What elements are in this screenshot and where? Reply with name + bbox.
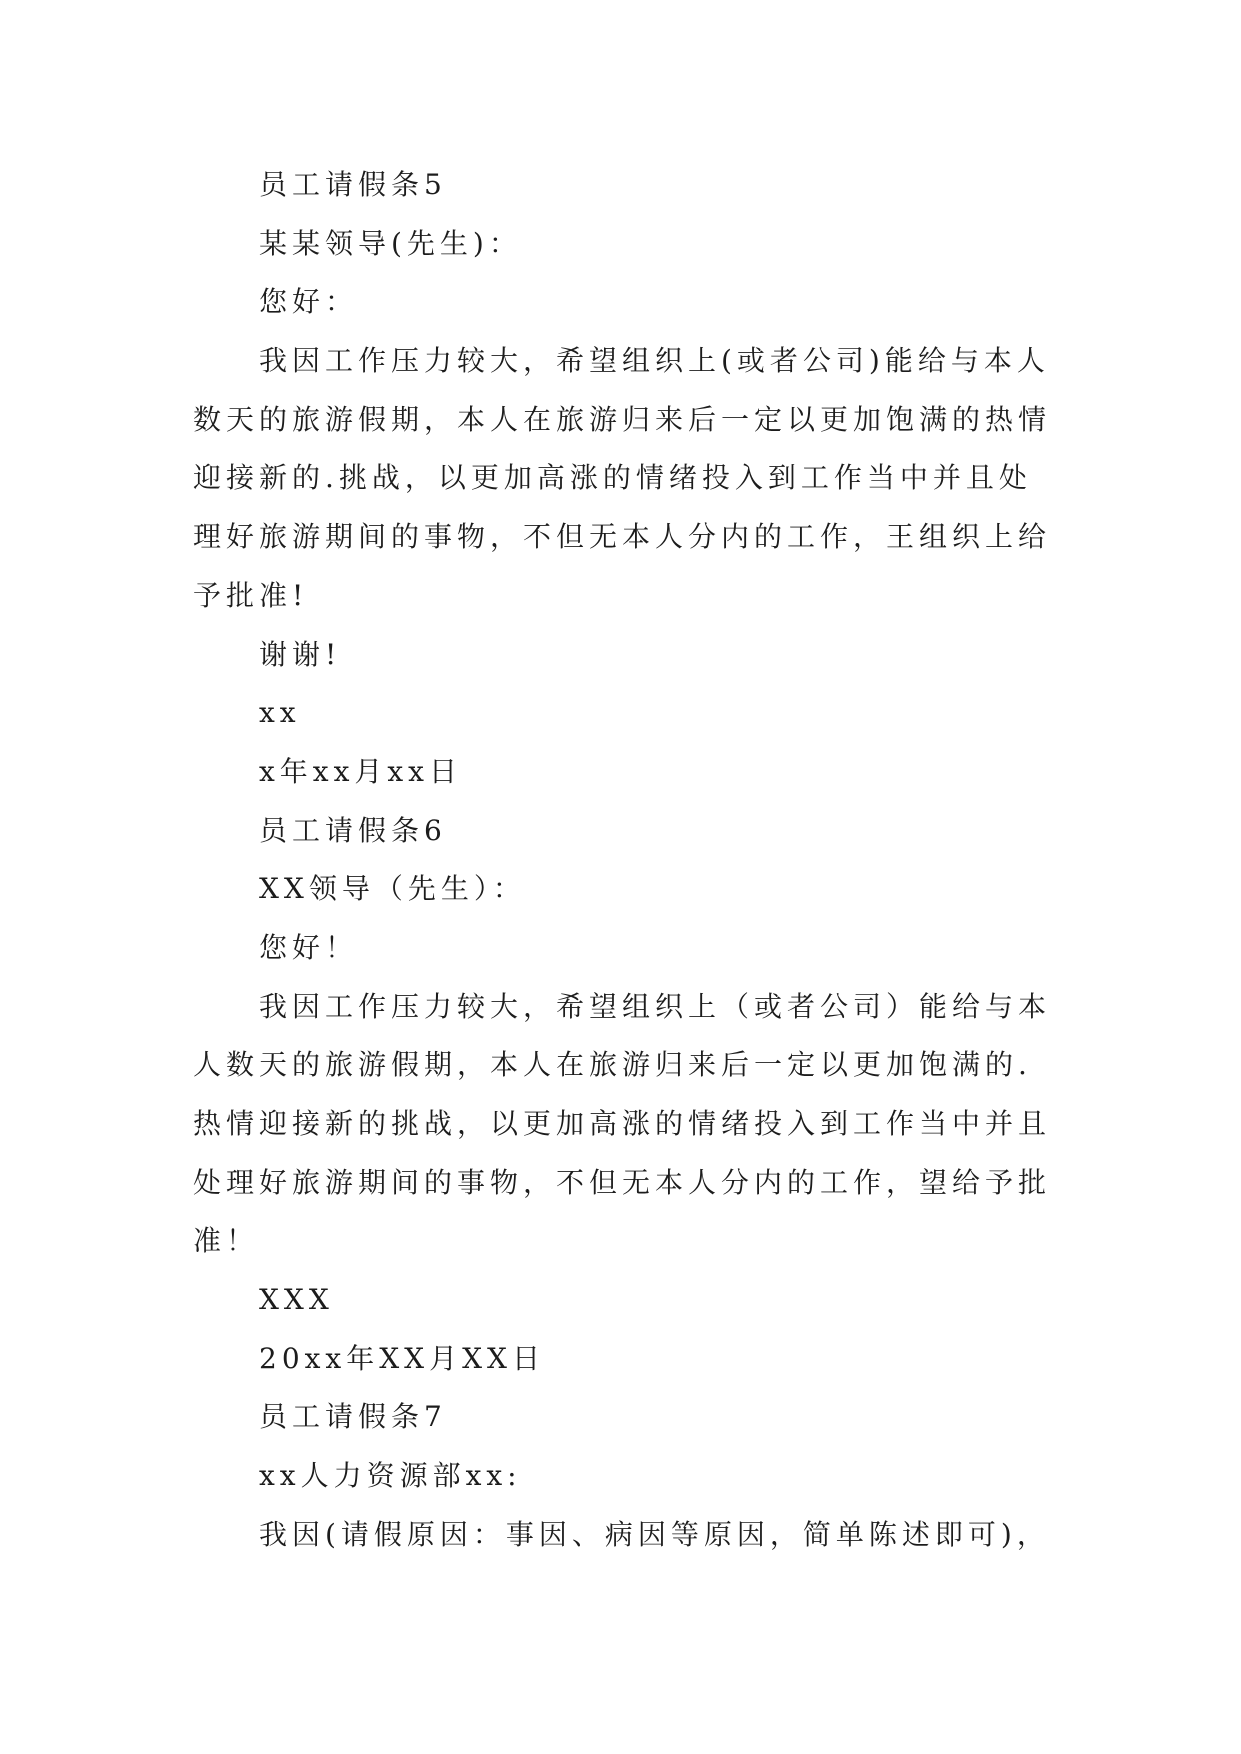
date: x年xx月xx日 [259, 754, 462, 788]
salutation: XX领导（先生）： [259, 872, 526, 906]
body-line: 理好旅游期间的事物，不但无本人分内的工作，王组织上给 [193, 520, 1052, 554]
signature: XXX [259, 1283, 334, 1317]
body-line: 我因工作压力较大，希望组织上(或者公司)能给与本人 [259, 344, 1050, 378]
greeting: 您好： [259, 285, 359, 319]
body-line: 我因工作压力较大，希望组织上（或者公司）能给与本 [259, 989, 1052, 1023]
closing: 谢谢! [259, 637, 342, 671]
body-line: 人数天的旅游假期，本人在旅游归来后一定以更加饱满的. [193, 1048, 1032, 1082]
section-title: 员工请假条6 [259, 813, 447, 847]
body-line: 我因(请假原因：事因、病因等原因，简单陈述即可)， [259, 1517, 1050, 1551]
salutation: 某某领导(先生)： [259, 226, 522, 260]
body-line: 数天的旅游假期，本人在旅游归来后一定以更加饱满的热情 [193, 402, 1052, 436]
section-title: 员工请假条5 [259, 168, 447, 201]
greeting: 您好！ [259, 930, 359, 964]
salutation: xx人力资源部xx: [259, 1459, 522, 1493]
section-title: 员工请假条7 [259, 1400, 447, 1434]
date: 20xx年XX月XX日 [259, 1341, 545, 1375]
body-line: 热情迎接新的挑战，以更加高涨的情绪投入到工作当中并且 [193, 1107, 1052, 1140]
body-line: 处理好旅游期间的事物，不但无本人分内的工作，望给予批 [193, 1165, 1052, 1199]
body-line: 予批准! [193, 578, 309, 612]
signature: xx [259, 696, 301, 730]
body-line: 迎接新的.挑战，以更加高涨的情绪投入到工作当中并且处 [193, 461, 1032, 495]
body-line: 准！ [193, 1224, 260, 1258]
